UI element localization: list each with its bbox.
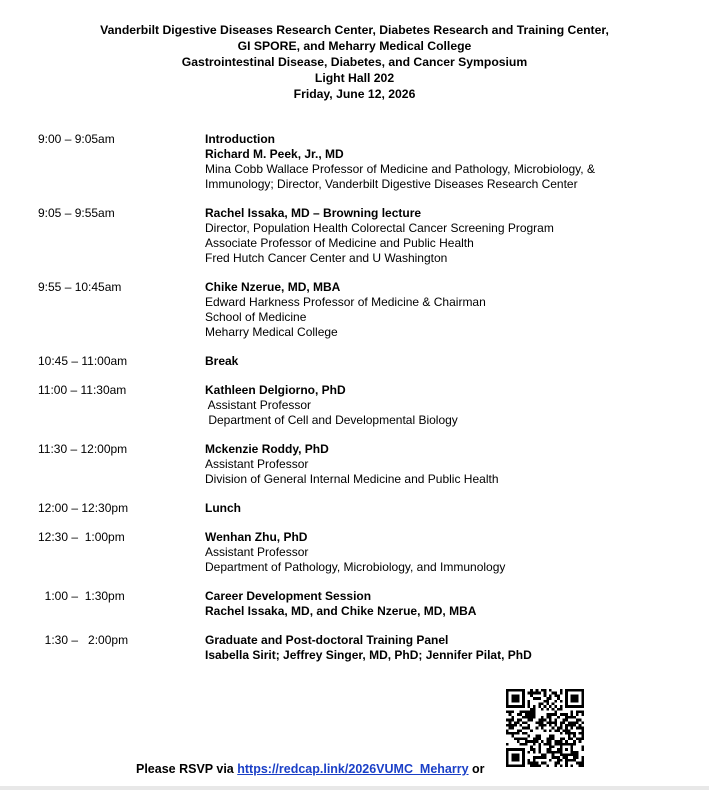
session-detail-line: Division of General Internal Medicine and Public Health [205, 472, 499, 486]
session-detail-line: Assistant Professor [205, 398, 312, 412]
schedule-list [38, 132, 678, 677]
session-details [205, 132, 678, 192]
session-heading: Career Development Session [205, 589, 372, 603]
header-line-4: Light Hall 202 [314, 71, 395, 85]
header-line-1: Vanderbilt Digestive Diseases Research Center, Diabetes Research and Training Center, [100, 23, 609, 37]
session-time: 12:30 – 1:00pm [38, 530, 125, 544]
session-heading: Graduate and Post-doctoral Training Panel [205, 633, 449, 647]
session-detail-line: Fred Hutch Cancer Center and U Washington [205, 251, 448, 265]
document-header [0, 22, 709, 102]
session-detail-line: Edward Harkness Professor of Medicine & Chairman [205, 295, 486, 309]
session-time: 9:55 – 10:45am [38, 280, 122, 294]
schedule-row [38, 589, 678, 619]
session-time: 9:00 – 9:05am [38, 132, 115, 146]
session-details [205, 442, 678, 487]
session-time: 10:45 – 11:00am [38, 354, 128, 368]
session-time: 11:00 – 11:30am [38, 383, 127, 397]
session-heading: Isabella Sirit; Jeffrey Singer, MD, PhD; Jennifer Pilat, PhD [205, 648, 532, 662]
schedule-row [38, 530, 678, 575]
rsvp-link[interactable]: https://redcap.link/2026VUMC_Meharry [237, 762, 469, 776]
session-details [205, 633, 678, 663]
session-detail-line: School of Medicine [205, 310, 307, 324]
schedule-row [38, 280, 678, 340]
session-detail-line: Department of Pathology, Microbiology, and Immunology [205, 560, 506, 574]
session-detail-line: Meharry Medical College [205, 325, 338, 339]
session-heading: Chike Nzerue, MD, MBA [205, 280, 341, 294]
session-details [205, 383, 678, 428]
session-heading: Lunch [205, 501, 241, 515]
session-heading: Rachel Issaka, MD – Browning lecture [205, 206, 422, 220]
session-details [205, 354, 678, 369]
session-time: 11:30 – 12:00pm [38, 442, 128, 456]
session-time: 1:00 – 1:30pm [38, 589, 125, 603]
session-detail-line: Associate Professor of Medicine and Public Health [205, 236, 474, 250]
session-time: 9:05 – 9:55am [38, 206, 115, 220]
header-line-3: Gastrointestinal Disease, Diabetes, and Cancer Symposium [181, 55, 528, 69]
schedule-row [38, 501, 678, 516]
rsvp-line [136, 762, 485, 776]
page-bottom-edge [0, 786, 709, 790]
session-detail-line: Assistant Professor [205, 457, 309, 471]
session-detail-line: Mina Cobb Wallace Professor of Medicine and Pathology, Microbiology, & [205, 162, 595, 176]
header-line-5: Friday, June 12, 2026 [293, 87, 416, 101]
session-details [205, 530, 678, 575]
session-detail-line: Assistant Professor [205, 545, 309, 559]
session-heading: Break [205, 354, 239, 368]
schedule-row [38, 354, 678, 369]
session-time: 1:30 – 2:00pm [38, 633, 129, 647]
session-heading: Richard M. Peek, Jr., MD [205, 147, 344, 161]
session-detail-line: Director, Population Health Colorectal Cancer Screening Program [205, 221, 554, 235]
schedule-row [38, 383, 678, 428]
session-heading: Kathleen Delgiorno, PhD [205, 383, 346, 397]
session-details [205, 206, 678, 266]
session-details [205, 589, 678, 619]
session-heading: Wenhan Zhu, PhD [205, 530, 308, 544]
session-detail-line: Department of Cell and Developmental Biology [205, 413, 458, 427]
session-details [205, 280, 678, 340]
schedule-row [38, 132, 678, 192]
schedule-row [38, 442, 678, 487]
qr-code-icon[interactable] [506, 689, 584, 767]
schedule-row [38, 206, 678, 266]
session-heading: Rachel Issaka, MD, and Chike Nzerue, MD, MBA [205, 604, 477, 618]
rsvp-prefix: Please RSVP via [136, 762, 238, 776]
session-time: 12:00 – 12:30pm [38, 501, 129, 515]
session-details [205, 501, 678, 516]
rsvp-suffix: or [468, 762, 485, 776]
schedule-row [38, 633, 678, 663]
session-detail-line: Immunology; Director, Vanderbilt Digestive Diseases Research Center [205, 177, 578, 191]
session-heading: Introduction [205, 132, 275, 146]
session-heading: Mckenzie Roddy, PhD [205, 442, 329, 456]
header-line-2: GI SPORE, and Meharry Medical College [237, 39, 472, 53]
